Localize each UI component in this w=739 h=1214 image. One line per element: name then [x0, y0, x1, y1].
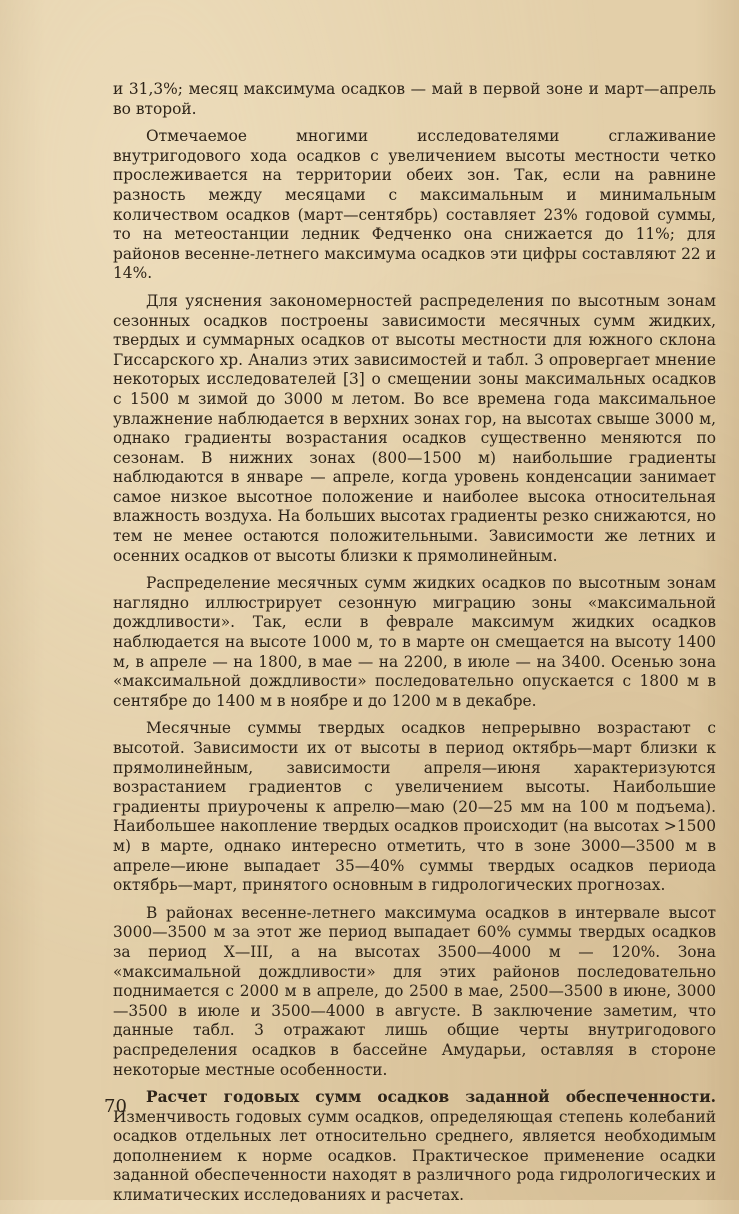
- paragraph-4: Распределение месячных сумм жидких осадков по высотным зонам наглядно иллюстрирует сезонную миграцию зоны «максимальной дождливости». Так, если в феврале максимум жидких осадков наблюдается на высоте 1000 м, то в марте он смещается на высоту 1400 м, в апреле — на 1800, в мае — на 2200, в июле — на 3400. Осенью зона «максимальной дождливости» последовательно опускается с 1800 м в сентябре до 1400 м в ноябре и до 1200 м в декабре.: [113, 574, 716, 710]
- paragraph-5: Месячные суммы твердых осадков непрерывно возрастают с высотой. Зависимости их от высоты в период октябрь—март близки к прямолинейным, зависимости апреля—июня характеризуются возрастанием градиентов с увеличением высоты. Наибольшие градиенты приурочены к апрелю—маю (20—25 мм на 100 м подъема). Наибольшее накопление твердых осадков происходит (на высотах >1500 м) в марте, однако интересно отметить, что в зоне 3000—3500 м в апреле—июне выпадает 35—40% суммы твердых осадков периода октябрь—март, принятого основным в гидрологических прогнозах.: [113, 719, 716, 895]
- body-text: [113, 80, 716, 1214]
- section-paragraph: [113, 1088, 716, 1206]
- paragraph-1: и 31,3%; месяц максимума осадков — май в первой зоне и март—апрель во второй.: [113, 80, 716, 118]
- paragraph-3: Для уяснения закономерностей распределения по высотным зонам сезонных осадков построены зависимости месячных сумм жидких, твердых и суммарных осадков от высоты местности для южного склона Гиссарского хр. Анализ этих зависимостей и табл. 3 опровергает мнение некоторых исследователей [3] о смещении зоны максимальных осадков с 1500 м зимой до 3000 м летом. Во все времена года максимальное увлажнение наблюдается в верхних зонах гор, на высотах свыше 3000 м, однако градиенты возрастания осадков существенно меняются по сезонам. В нижних зонах (800—1500 м) наибольшие градиенты наблюдаются в январе — апреле, когда уровень конденсации занимает самое низкое высотное положение и наиболее высока относительная влажность воздуха. На больших высотах градиенты резко снижаются, но тем не менее остаются положительными. Зависимости же летних и осенних осадков от высоты близки к прямолинейным.: [113, 291, 716, 565]
- paragraph-6: В районах весенне-летнего максимума осадков в интервале высот 3000—3500 м за этот же период выпадает 60% суммы твердых осадков за период X—III, а на высотах 3500—4000 м — 120%. Зона «максимальной дождливости» для этих районов последовательно поднимается с 2000 м в апреле, до 2500 в мае, 2500—3500 в июне, 3000—3500 в июле и 3500—4000 в августе. В заключение заметим, что данные табл. 3 отражают лишь общие черты внутригодового распределения осадков в бассейне Амударьи, оставляя в стороне некоторые местные особенности.: [113, 903, 716, 1079]
- page-number: 70: [104, 1096, 127, 1117]
- section-body: Изменчивость годовых сумм осадков, определяющая степень колебаний осадков отдельных лет относительно среднего, является необходимым дополнением к норме осадков. Практическое применение осадки заданной обеспеченности находят в различного рода гидрологических и климатических исследованиях и расчетах.: [113, 1107, 716, 1205]
- section-heading: Расчет годовых сумм осадков заданной обеспеченности.: [146, 1088, 716, 1107]
- paragraph-2: Отмечаемое многими исследователями сглаживание внутригодового хода осадков с увеличением высоты местности четко прослеживается на территории обеих зон. Так, если на равнине разность между месяцами с максимальным и минимальным количеством осадков (март—сентябрь) составляет 23% годовой суммы, то на метеостанции ледник Федченко она снижается до 11%; для районов весенне-летнего максимума осадков эти цифры составляют 22 и 14%.: [113, 127, 716, 283]
